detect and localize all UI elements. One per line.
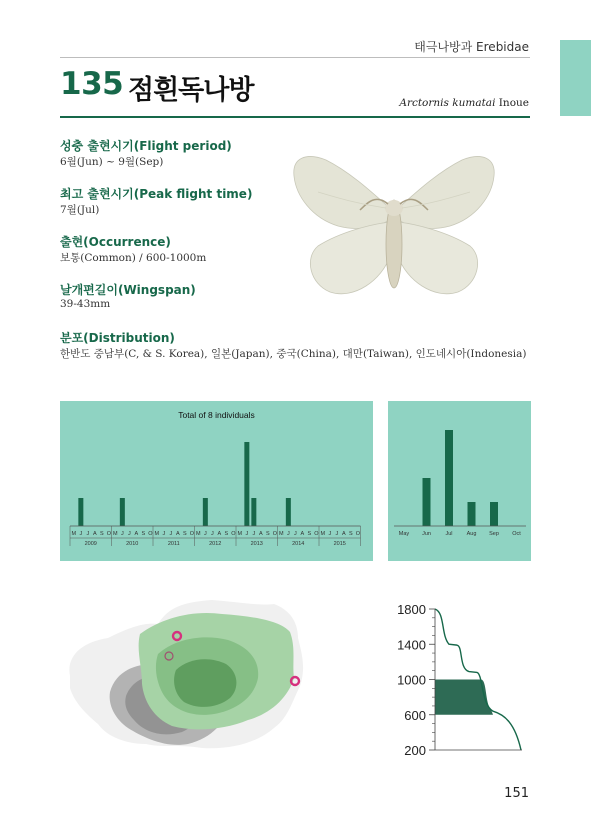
- month-tick-label: J: [252, 531, 256, 537]
- month-tick-label: J: [86, 531, 90, 537]
- month-tick-label: M: [320, 531, 326, 537]
- month-tick-label: A: [134, 531, 139, 537]
- month-tick-label: J: [127, 531, 131, 537]
- month-category-label: Oct: [512, 531, 521, 537]
- elevation-zone-green-dark: [174, 659, 236, 707]
- month-tick-label: O: [272, 531, 277, 537]
- month-tick-label: S: [266, 531, 270, 537]
- species-korean-name: 점흰독나방: [128, 75, 254, 106]
- species-number: 135: [60, 66, 124, 102]
- month-category-label: Sep: [489, 531, 499, 537]
- page-number: 151: [504, 786, 529, 801]
- month-tick-label: J: [120, 531, 124, 537]
- peak-flight-label: 최고 출현시기(Peak flight time): [60, 187, 253, 201]
- histogram-bar: [203, 498, 208, 526]
- month-bar: [423, 478, 431, 526]
- month-tick-label: J: [293, 531, 297, 537]
- altitude-tick-label: 1000: [397, 672, 426, 688]
- wingspan-label: 날개편길이(Wingspan): [60, 283, 196, 297]
- year-tick-label: 2009: [84, 541, 97, 547]
- month-bar: [468, 502, 476, 526]
- histogram-bar: [286, 498, 291, 526]
- month-tick-label: M: [196, 531, 201, 537]
- distribution-map: [62, 598, 360, 750]
- month-category-label: Aug: [466, 531, 477, 537]
- month-tick-label: S: [349, 531, 353, 537]
- sci-genus-species: Arctornis kumatai: [399, 97, 496, 109]
- month-tick-label: J: [203, 531, 207, 537]
- histogram-bar: [120, 498, 125, 526]
- month-tick-label: O: [355, 531, 360, 537]
- month-tick-label: A: [176, 531, 180, 537]
- month-tick-label: M: [71, 531, 77, 537]
- month-tick-label: A: [259, 531, 263, 537]
- peak-flight-value: 7월(Jul): [60, 204, 100, 216]
- altitude-tick-label: 1400: [397, 637, 426, 653]
- histogram-title: Total of 8 individuals: [178, 410, 255, 420]
- month-tick-label: O: [148, 531, 153, 537]
- month-category-label: May: [398, 531, 410, 537]
- year-tick-label: 2013: [250, 541, 263, 547]
- month-tick-label: A: [217, 531, 222, 537]
- altitude-tick-label: 200: [404, 743, 426, 758]
- month-tick-label: M: [113, 531, 118, 537]
- sci-author: Inoue: [498, 97, 529, 109]
- month-tick-label: J: [162, 531, 166, 537]
- month-tick-label: S: [100, 531, 104, 537]
- month-tick-label: S: [307, 531, 312, 537]
- month-tick-label: M: [279, 531, 284, 537]
- month-tick-label: J: [286, 531, 290, 537]
- month-tick-label: A: [300, 531, 305, 537]
- month-tick-label: M: [154, 531, 160, 537]
- month-tick-label: J: [335, 531, 339, 537]
- month-tick-label: J: [245, 531, 249, 537]
- altitude-tick-label: 600: [404, 707, 426, 723]
- occurrence-value: 보통(Common) / 600-1000m: [60, 252, 207, 264]
- section-tab: [560, 40, 591, 116]
- title-divider: [60, 116, 530, 118]
- year-tick-label: 2014: [292, 541, 305, 547]
- moth-specimen-image: [288, 152, 500, 326]
- month-tick-label: S: [141, 531, 146, 537]
- distribution-label: 분포(Distribution): [60, 331, 175, 345]
- histogram-bar: [244, 442, 249, 526]
- year-tick-label: 2012: [209, 541, 222, 547]
- altitude-profile-chart: [380, 595, 535, 760]
- family-label: 태극나방과 Erebidae: [414, 40, 529, 54]
- month-tick-label: O: [314, 531, 319, 537]
- month-bar: [445, 430, 453, 526]
- altitude-tick-label: 1800: [397, 602, 426, 617]
- year-tick-label: 2010: [126, 541, 139, 547]
- month-tick-label: S: [183, 531, 187, 537]
- year-tick-label: 2011: [167, 541, 180, 547]
- month-bar: [490, 502, 498, 526]
- month-tick-label: J: [79, 531, 83, 537]
- month-tick-label: S: [224, 531, 229, 537]
- month-category-label: Jul: [445, 531, 453, 537]
- distribution-value: 한반도 중남부(C, & S. Korea), 일본(Japan), 중국(China), 대만(Taiwan), 인도네시아(Indonesia): [60, 348, 527, 360]
- flight-period-value: 6월(Jun) ~ 9월(Sep): [60, 156, 164, 168]
- month-tick-label: O: [106, 531, 111, 537]
- histogram-bar: [78, 498, 83, 526]
- month-tick-label: J: [169, 531, 173, 537]
- month-tick-label: J: [328, 531, 332, 537]
- yearly-records-chart: [60, 401, 373, 561]
- month-tick-label: A: [93, 531, 97, 537]
- scientific-name: [399, 97, 529, 109]
- month-tick-label: M: [237, 531, 243, 537]
- month-tick-label: O: [189, 531, 194, 537]
- wingspan-value: 39-43mm: [60, 298, 111, 310]
- month-tick-label: O: [231, 531, 236, 537]
- header-divider: [60, 57, 530, 58]
- monthly-records-chart: [388, 401, 531, 561]
- month-tick-label: A: [342, 531, 346, 537]
- year-tick-label: 2015: [333, 541, 346, 547]
- occurrence-label: 출현(Occurrence): [60, 235, 171, 249]
- flight-period-label: 성충 출현시기(Flight period): [60, 139, 232, 153]
- month-category-label: Jun: [422, 531, 431, 537]
- month-tick-label: J: [210, 531, 214, 537]
- histogram-bar: [251, 498, 256, 526]
